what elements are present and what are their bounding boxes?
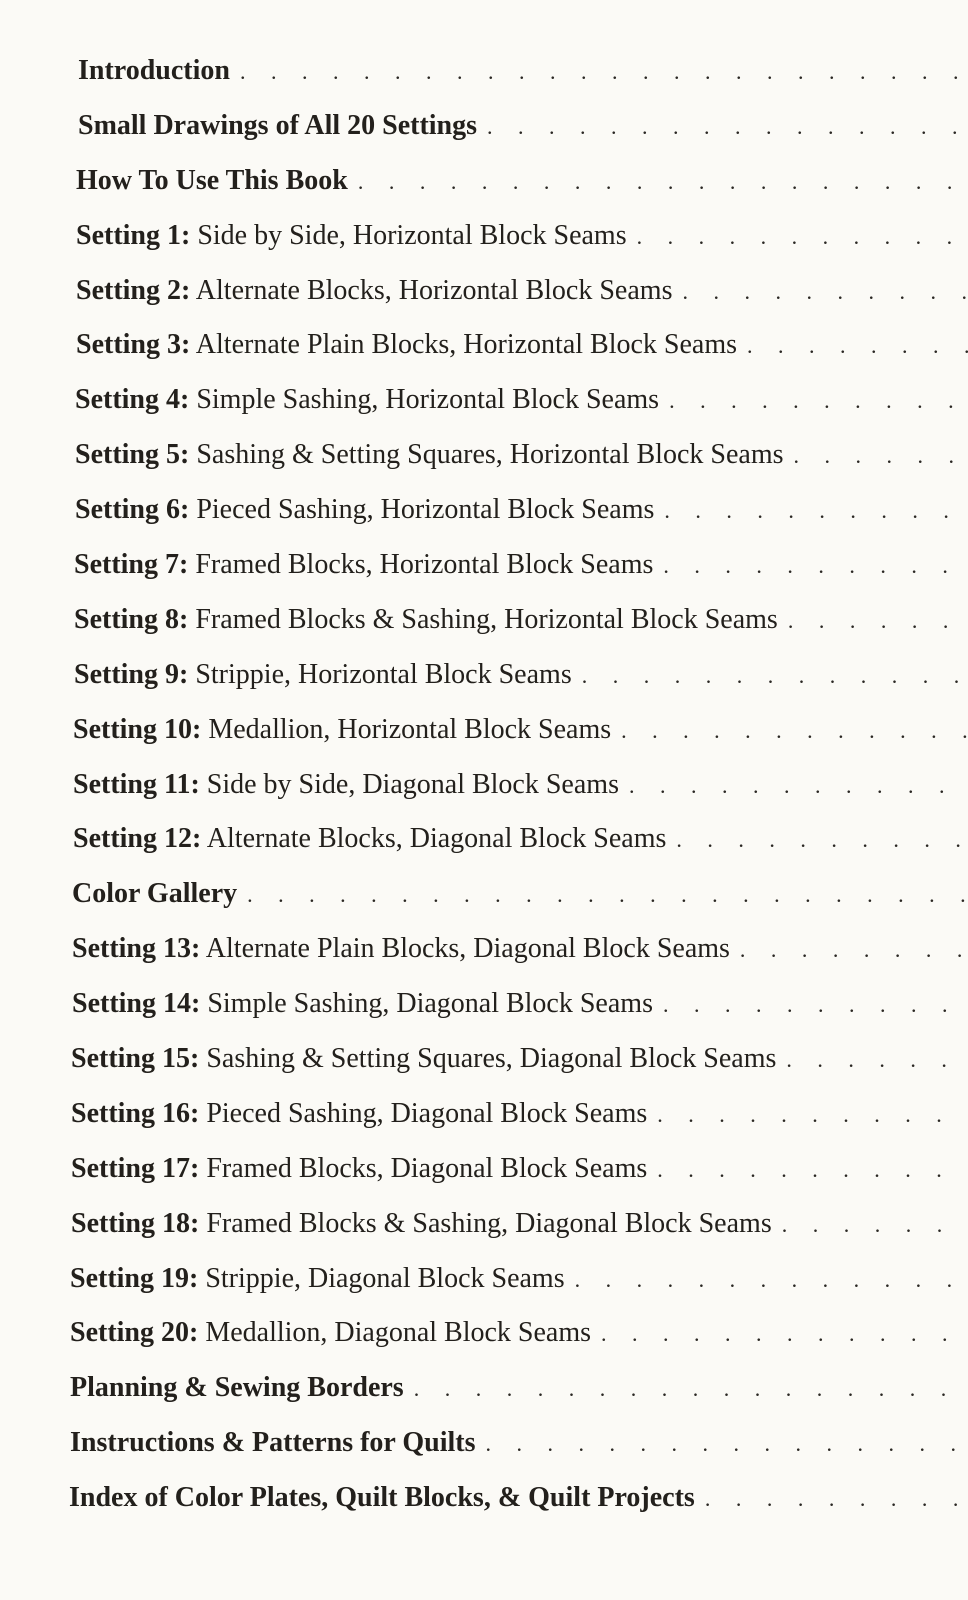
- setting-title: Framed Blocks & Sashing, Horizontal Block Seams: [195, 603, 778, 635]
- dot-leader: [788, 608, 968, 634]
- setting-title: Alternate Plain Blocks, Diagonal Block Seams: [205, 933, 730, 965]
- dot-leader: [247, 882, 968, 908]
- setting-number: Setting 19:: [70, 1262, 199, 1294]
- setting-number: Setting 2:: [76, 274, 191, 306]
- toc-entry: [0, 329, 968, 384]
- dot-leader: [575, 1267, 968, 1293]
- toc-entry: [0, 659, 968, 714]
- toc-entry-text: [71, 1208, 772, 1240]
- setting-number: Setting 17:: [71, 1152, 200, 1184]
- setting-title: Alternate Plain Blocks, Horizontal Block Seams: [195, 329, 738, 361]
- dot-leader: [782, 1212, 968, 1238]
- dot-leader: [240, 59, 968, 85]
- toc-entry: [0, 275, 968, 330]
- setting-title: Alternate Blocks, Horizontal Block Seams: [195, 274, 673, 306]
- section-title: Small Drawings of All 20 Settings: [78, 109, 478, 141]
- setting-title: Framed Blocks, Diagonal Block Seams: [206, 1152, 648, 1184]
- dot-leader: [669, 388, 968, 414]
- toc-entry: [0, 494, 968, 549]
- toc-entry: [0, 988, 968, 1043]
- toc-entry-text: [70, 1263, 565, 1295]
- setting-number: Setting 7:: [74, 549, 189, 581]
- section-title: Introduction: [78, 55, 230, 86]
- dot-leader: [747, 333, 968, 359]
- toc-entry-text: [71, 1098, 647, 1130]
- toc-entry: [0, 933, 968, 988]
- setting-number: Setting 1:: [76, 219, 191, 251]
- dot-leader: [358, 169, 968, 195]
- toc-entry-text: [74, 604, 778, 636]
- toc-entry: [0, 823, 968, 878]
- toc-entry: [0, 439, 968, 494]
- toc-entry: [0, 549, 968, 604]
- toc-entry-text: [71, 1153, 647, 1185]
- toc-entry-text: [76, 220, 627, 252]
- setting-number: Setting 4:: [75, 384, 190, 416]
- setting-title: Simple Sashing, Diagonal Block Seams: [207, 988, 653, 1020]
- section-title: Instructions & Patterns for Quilts: [70, 1427, 476, 1459]
- dot-leader: [663, 992, 968, 1018]
- setting-title: Framed Blocks, Horizontal Block Seams: [195, 549, 654, 581]
- toc-entry-text: [70, 1317, 591, 1349]
- setting-number: Setting 9:: [74, 658, 189, 690]
- toc-entry-text: [72, 878, 237, 910]
- setting-title: Sashing & Setting Squares, Horizontal Block Seams: [196, 439, 784, 471]
- toc-entry: [0, 1263, 968, 1318]
- dot-leader: [414, 1376, 968, 1402]
- toc-entry: [0, 220, 968, 275]
- toc-entry-text: [76, 329, 737, 361]
- setting-title: Pieced Sashing, Horizontal Block Seams: [196, 494, 655, 526]
- dot-leader: [487, 114, 968, 140]
- toc-entry-text: [75, 384, 659, 416]
- toc-entry-text: [76, 165, 348, 197]
- toc-entry: [0, 165, 968, 220]
- setting-number: Setting 13:: [72, 933, 201, 965]
- table-of-contents: [0, 55, 968, 1537]
- dot-leader: [664, 498, 968, 524]
- dot-leader: [621, 718, 968, 744]
- toc-entry-text: [72, 988, 653, 1020]
- toc-entry: [0, 714, 968, 769]
- setting-title: Simple Sashing, Horizontal Block Seams: [196, 384, 660, 416]
- dot-leader: [582, 663, 968, 689]
- setting-number: Setting 20:: [70, 1317, 199, 1349]
- setting-number: Setting 5:: [75, 439, 190, 471]
- toc-entry: [0, 384, 968, 439]
- dot-leader: [657, 1157, 968, 1183]
- dot-leader: [676, 827, 968, 853]
- dot-leader: [663, 553, 968, 579]
- dot-leader: [786, 1047, 968, 1073]
- setting-number: Setting 11:: [73, 768, 200, 800]
- section-title: How To Use This Book: [76, 164, 348, 196]
- toc-entry-text: [74, 549, 653, 581]
- dot-leader: [705, 1486, 968, 1512]
- setting-title: Framed Blocks & Sashing, Diagonal Block Seams: [206, 1207, 772, 1239]
- dot-leader: [682, 279, 968, 305]
- setting-title: Sashing & Setting Squares, Diagonal Block Seams: [206, 1043, 777, 1075]
- dot-leader: [485, 1431, 968, 1457]
- setting-number: Setting 10:: [73, 713, 202, 745]
- toc-entry: [0, 1043, 968, 1098]
- setting-title: Alternate Blocks, Diagonal Block Seams: [206, 823, 667, 855]
- setting-number: Setting 6:: [75, 494, 190, 526]
- toc-entry: [0, 769, 968, 824]
- dot-leader: [794, 443, 968, 469]
- toc-entry-text: [75, 439, 784, 471]
- toc-entry-text: [73, 823, 666, 855]
- toc-entry: [0, 878, 968, 933]
- setting-title: Strippie, Diagonal Block Seams: [205, 1262, 565, 1294]
- toc-entry: [0, 604, 968, 659]
- toc-entry: [0, 1372, 968, 1427]
- toc-entry-text: [75, 494, 654, 526]
- toc-entry: [0, 110, 968, 165]
- toc-entry-text: [70, 1372, 404, 1404]
- setting-title: Pieced Sashing, Diagonal Block Seams: [206, 1097, 648, 1129]
- toc-entry: [0, 1482, 968, 1537]
- dot-leader: [637, 224, 968, 250]
- setting-number: Setting 16:: [71, 1097, 200, 1129]
- section-title: Color Gallery: [72, 878, 238, 910]
- toc-entry-text: [73, 769, 619, 801]
- toc-entry-text: [74, 659, 572, 691]
- setting-number: Setting 14:: [72, 988, 201, 1020]
- dot-leader: [629, 773, 968, 799]
- setting-number: Setting 12:: [73, 823, 202, 855]
- toc-entry-text: [73, 714, 611, 746]
- toc-entry-text: [72, 933, 730, 965]
- setting-title: Side by Side, Horizontal Block Seams: [197, 219, 627, 251]
- toc-entry: [0, 1317, 968, 1372]
- toc-entry-text: [78, 110, 477, 142]
- toc-entry-text: [70, 1427, 475, 1459]
- setting-number: Setting 8:: [74, 603, 189, 635]
- toc-entry: [0, 1427, 968, 1482]
- section-title: Planning & Sewing Borders: [70, 1372, 404, 1404]
- setting-number: Setting 15:: [71, 1043, 200, 1075]
- dot-leader: [740, 937, 968, 963]
- toc-entry: [0, 1153, 968, 1208]
- setting-title: Side by Side, Diagonal Block Seams: [206, 768, 619, 800]
- toc-entry: [0, 1098, 968, 1153]
- toc-entry: [0, 55, 968, 110]
- toc-entry-text: [76, 275, 672, 307]
- setting-title: Medallion, Diagonal Block Seams: [205, 1317, 592, 1349]
- setting-number: Setting 3:: [76, 329, 191, 361]
- dot-leader: [657, 1102, 968, 1128]
- toc-entry: [0, 1208, 968, 1263]
- toc-entry-text: [78, 55, 230, 87]
- section-title: Index of Color Plates, Quilt Blocks, & Quilt Projects: [69, 1482, 695, 1514]
- toc-entry-text: [69, 1482, 695, 1514]
- dot-leader: [601, 1321, 968, 1347]
- setting-title: Medallion, Horizontal Block Seams: [208, 713, 612, 745]
- setting-title: Strippie, Horizontal Block Seams: [195, 658, 572, 690]
- setting-number: Setting 18:: [71, 1207, 200, 1239]
- toc-entry-text: [71, 1043, 776, 1075]
